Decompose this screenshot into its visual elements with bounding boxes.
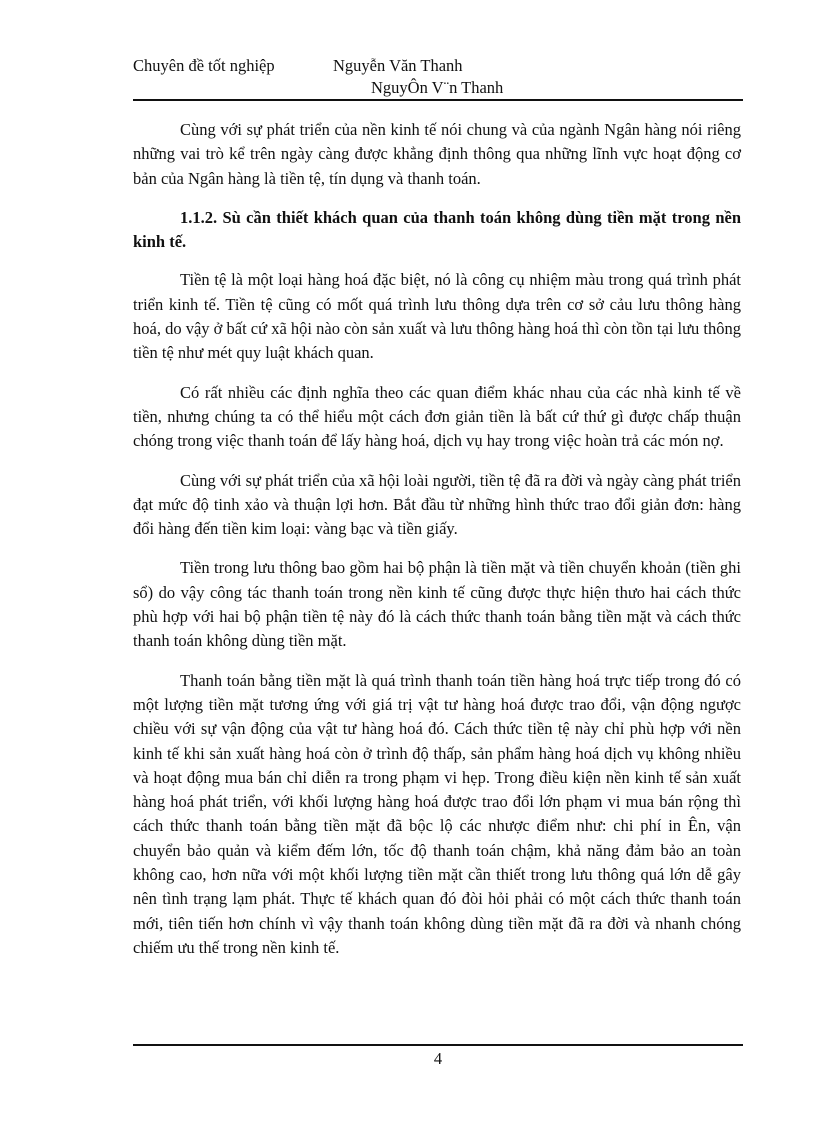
paragraph-intro: Cùng với sự phát triển của nền kinh tế nói chung và của ngành Ngân hàng nói riêng những vai trò kể trên ngày càng được khẳng định thông qua những lĩnh vực hoạt động cơ bản của Ngân hàng là tiền tệ, tín dụng và thanh toán. (133, 120, 741, 188)
paragraph: Thanh toán bằng tiền mặt là quá trình thanh toán tiền hàng hoá trực tiếp trong đó có một lượng tiền mặt tương ứng với giá trị vật tư hàng hoá được trao đổi, vận động ngược chiều với sự vận động của vật tư hàng hoá đó. Cách thức tiền tệ này chỉ phù hợp với nền kinh tế khi sản xuất hàng hoá còn ở trình độ thấp, sản phẩm hàng hoá dịch vụ không nhiều và hoạt động mua bán chỉ diễn ra trong phạm vi hẹp. Trong điều kiện nền kinh tế sản xuất hàng hoá phát triển, với khối lượng hàng hoá được trao đổi lớn phạm vi mua bán rộng thì cách thức thanh toán bằng tiền mặt đã bộc lộ các nhược điểm như: chi phí in Ên, vận chuyển bảo quản và kiểm đếm lớn, tốc độ thanh toán chậm, khả năng đảm bảo an toàn không cao, hơn nữa với một khối lượng tiền mặt cần thiết trong lưu thông quá lớn dễ gây nên tình trạng lạm phát. Thực tế khách quan đó đòi hỏi phải có một cách thức thanh toán mới, tiên tiến hơn chính vì vậy thanh toán không dùng tiền mặt đã ra đời và nhanh chóng chiếm ưu thế trong nền kinh tế. (133, 670, 741, 957)
document-body (133, 118, 741, 975)
header-author: Nguyễn Văn Thanh (333, 56, 463, 75)
page-number: 4 (433, 1049, 443, 1068)
section-heading: 1.1.2. Sù cần thiết khách quan của thanh toán không dùng tiền mặt trong nền kinh tế. (133, 207, 741, 252)
footer-divider (133, 1044, 743, 1046)
paragraph: Tiền trong lưu thông bao gồm hai bộ phận là tiền mặt và tiền chuyển khoản (tiền ghi sổ) do vậy công tác thanh toán trong nền kinh tế cũng được thực hiện thưo hai cách thức phù hợp với hai bộ phận tiền tệ này đó là cách thức thanh toán bằng tiền mặt và cách thức thanh toán không dùng tiền mặt. (133, 558, 741, 651)
header-author-garbled: NguyÔn V¨n Thanh (371, 78, 504, 97)
header-divider (133, 99, 743, 101)
paragraph: Tiền tệ là một loại hàng hoá đặc biệt, nó là công cụ nhiệm màu trong quá trình phát triển kinh tế. Tiền tệ cũng có mốt quá trình lưu thông dựa trên cơ sở cảu lưu thông hàng hoá, do vậy ở bất cứ xã hội nào còn sản xuất và lưu thông hàng hoá thì còn tồn tại lưu thông tiền tệ như mét quy luật khách quan. (133, 270, 741, 363)
header-document-type: Chuyên đề tốt nghiệp (133, 56, 275, 75)
paragraph: Có rất nhiều các định nghĩa theo các quan điểm khác nhau của các nhà kinh tế về tiền, nhưng chúng ta có thể hiểu một cách đơn giản tiền là bất cứ thứ gì được chấp thuận chóng trong việc thanh toán để lấy hàng hoá, dịch vụ hay trong việc hoàn trả các món nợ. (133, 382, 741, 451)
paragraph: Cùng với sự phát triển của xã hội loài người, tiền tệ đã ra đời và ngày càng phát triển đạt mức độ tinh xảo và thuận lợi hơn. Bắt đầu từ những hình thức trao đổi giản đơn: hàng đổi hàng đến tiền kim loại: vàng bạc và tiền giấy. (133, 470, 741, 539)
